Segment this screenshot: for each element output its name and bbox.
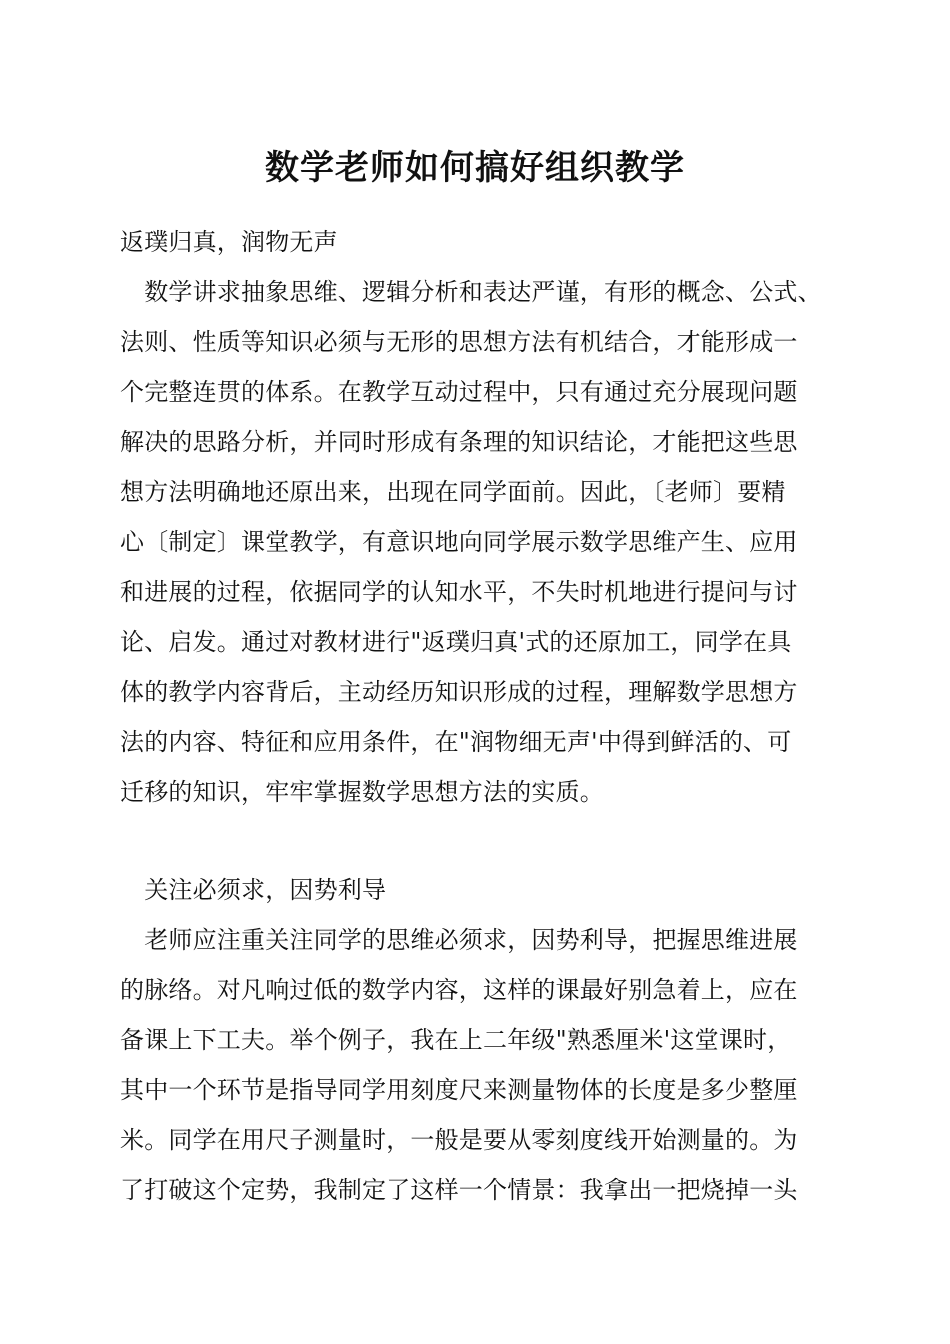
paragraph-line: 法的内容、特征和应用条件，在"润物细无声'中得到鲜活的、可	[120, 728, 792, 756]
paragraph-line: 米。同学在用尺子测量时，一般是要从零刻度线开始测量的。为	[120, 1126, 798, 1154]
paragraph-line: 老师应注重关注同学的思维必须求，因势利导，把握思维进展	[120, 926, 798, 954]
section-heading-1: 返璞归真，润物无声	[120, 228, 338, 256]
paragraph-line: 个完整连贯的体系。在教学互动过程中，只有通过充分展现问题	[120, 378, 798, 406]
paragraph-line: 备课上下工夫。举个例子，我在上二年级"熟悉厘米'这堂课时，	[120, 1026, 792, 1054]
paragraph-line: 体的教学内容背后，主动经历知识形成的过程，理解数学思想方	[120, 678, 798, 706]
paragraph-line: 和进展的过程，依据同学的认知水平，不失时机地进行提问与讨	[120, 578, 798, 606]
paragraph-line: 论、启发。通过对教材进行"返璞归真'式的还原加工，同学在具	[120, 628, 792, 656]
section-heading-2: 关注必须求，因势利导	[120, 876, 387, 904]
paragraph-line: 法则、性质等知识必须与无形的思想方法有机结合，才能形成一	[120, 328, 798, 356]
document-title: 数学老师如何搞好组织教学	[265, 148, 685, 188]
paragraph-line: 的脉络。对凡响过低的数学内容，这样的课最好别急着上，应在	[120, 976, 798, 1004]
paragraph-line: 数学讲求抽象思维、逻辑分析和表达严谨，有形的概念、公式、	[120, 278, 822, 306]
paragraph-line: 解决的思路分析，并同时形成有条理的知识结论，才能把这些思	[120, 428, 798, 456]
paragraph-line: 迁移的知识，牢牢掌握数学思想方法的实质。	[120, 778, 604, 806]
paragraph-line: 了打破这个定势，我制定了这样一个情景：我拿出一把烧掉一头	[120, 1176, 798, 1204]
paragraph-line: 其中一个环节是指导同学用刻度尺来测量物体的长度是多少整厘	[120, 1076, 798, 1104]
paragraph-line: 想方法明确地还原出来，出现在同学面前。因此，〔老师〕要精	[120, 478, 786, 506]
paragraph-line: 心〔制定〕课堂教学，有意识地向同学展示数学思维产生、应用	[120, 528, 798, 556]
